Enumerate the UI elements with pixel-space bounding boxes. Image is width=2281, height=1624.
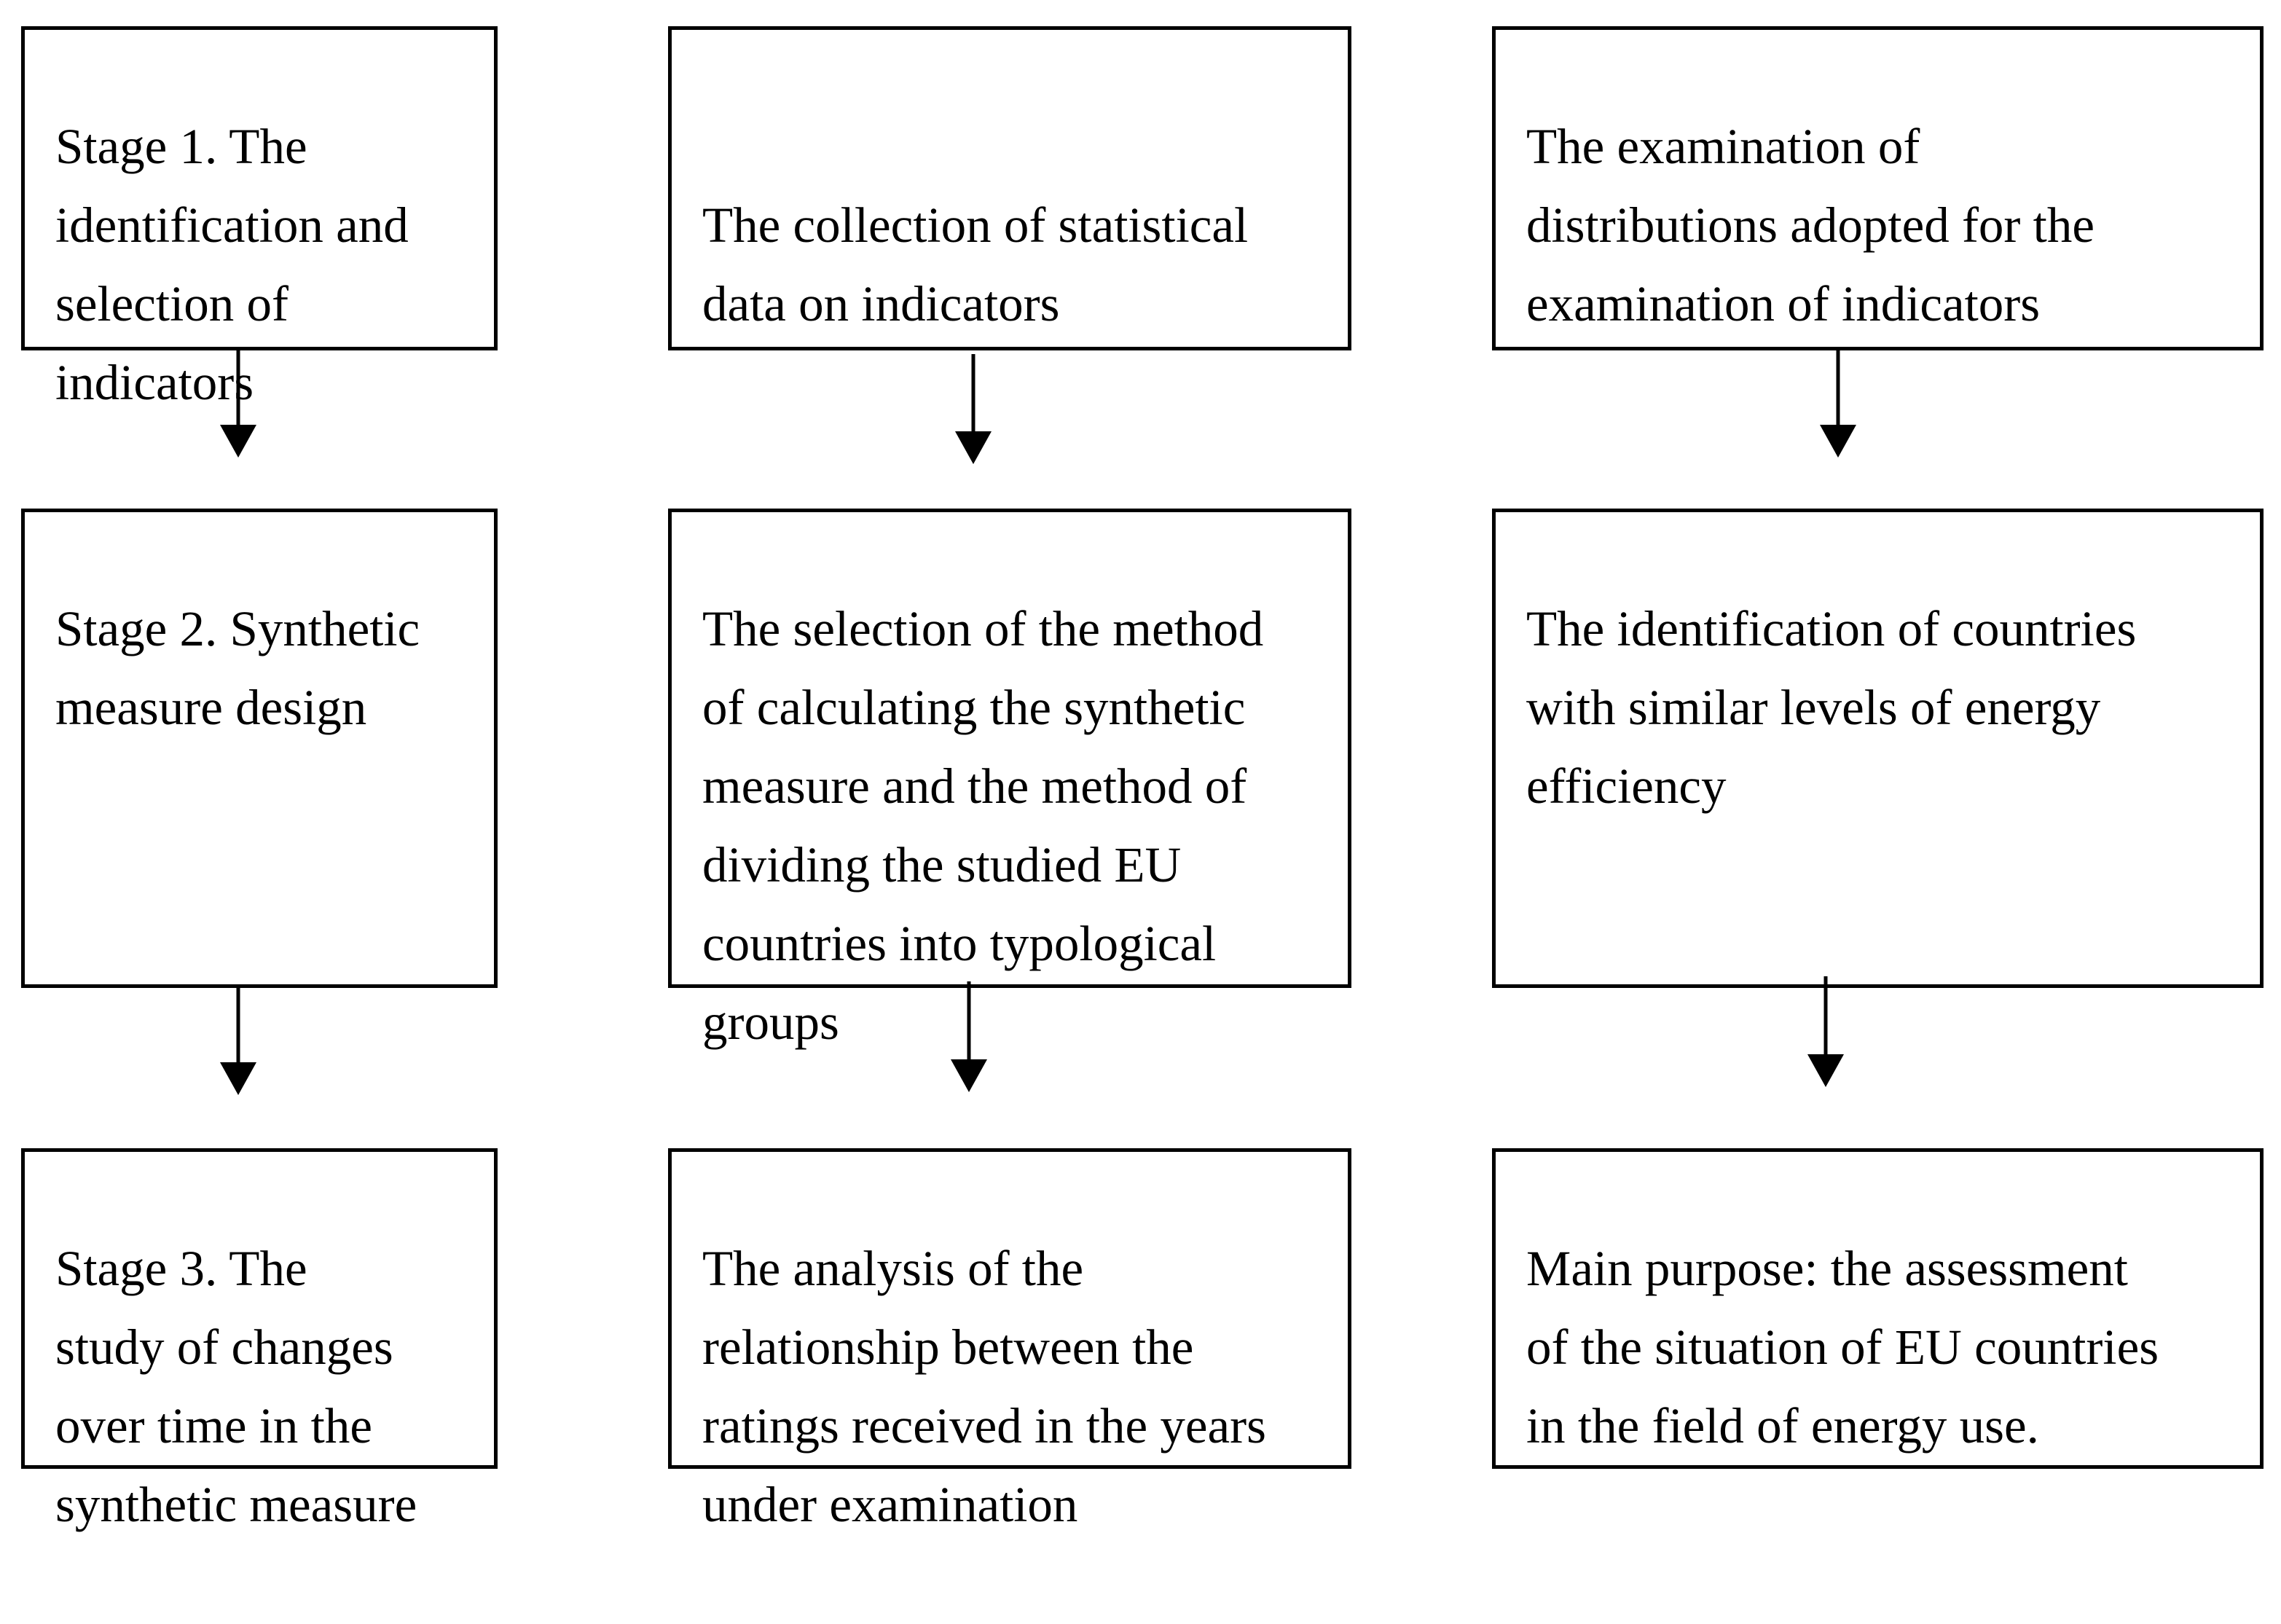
country-identification-text: The identification of countries with similar levels of energy efficiency xyxy=(1526,601,2137,814)
stage-3-text: Stage 3. The study of changes over time in the synthetic measure xyxy=(55,1241,417,1532)
arrow-identification-to-purpose xyxy=(1807,976,1844,1087)
main-purpose-box xyxy=(1492,1148,2264,1469)
arrow-stage2-to-stage3 xyxy=(220,988,256,1095)
distribution-examination-box xyxy=(1492,26,2264,350)
country-identification-box xyxy=(1492,509,2264,988)
stage-1-box xyxy=(21,26,498,410)
ratings-analysis-box xyxy=(668,1148,1351,1532)
ratings-analysis-text: The analysis of the relationship between the ratings received in the years under examination xyxy=(702,1241,1266,1532)
main-purpose-text: Main purpose: the assessment of the situation of EU countries in the field of energy use. xyxy=(1526,1241,2159,1454)
stage-1-text: Stage 1. The identification and selection of indicators xyxy=(55,119,409,410)
data-collection-box xyxy=(668,26,1351,350)
method-selection-box xyxy=(668,509,1351,1050)
stage-2-box xyxy=(21,509,498,988)
data-collection-text: The collection of statistical data on indicators xyxy=(702,197,1249,332)
method-selection-text: The selection of the method of calculating the synthetic measure and the method of dividing the studied EU countries into typological groups xyxy=(702,601,1264,1050)
distribution-examination-text: The examination of distributions adopted for the examination of indicators xyxy=(1526,119,2094,332)
stage-3-box xyxy=(21,1148,498,1532)
stage-2-text: Stage 2. Synthetic measure design xyxy=(55,601,420,735)
